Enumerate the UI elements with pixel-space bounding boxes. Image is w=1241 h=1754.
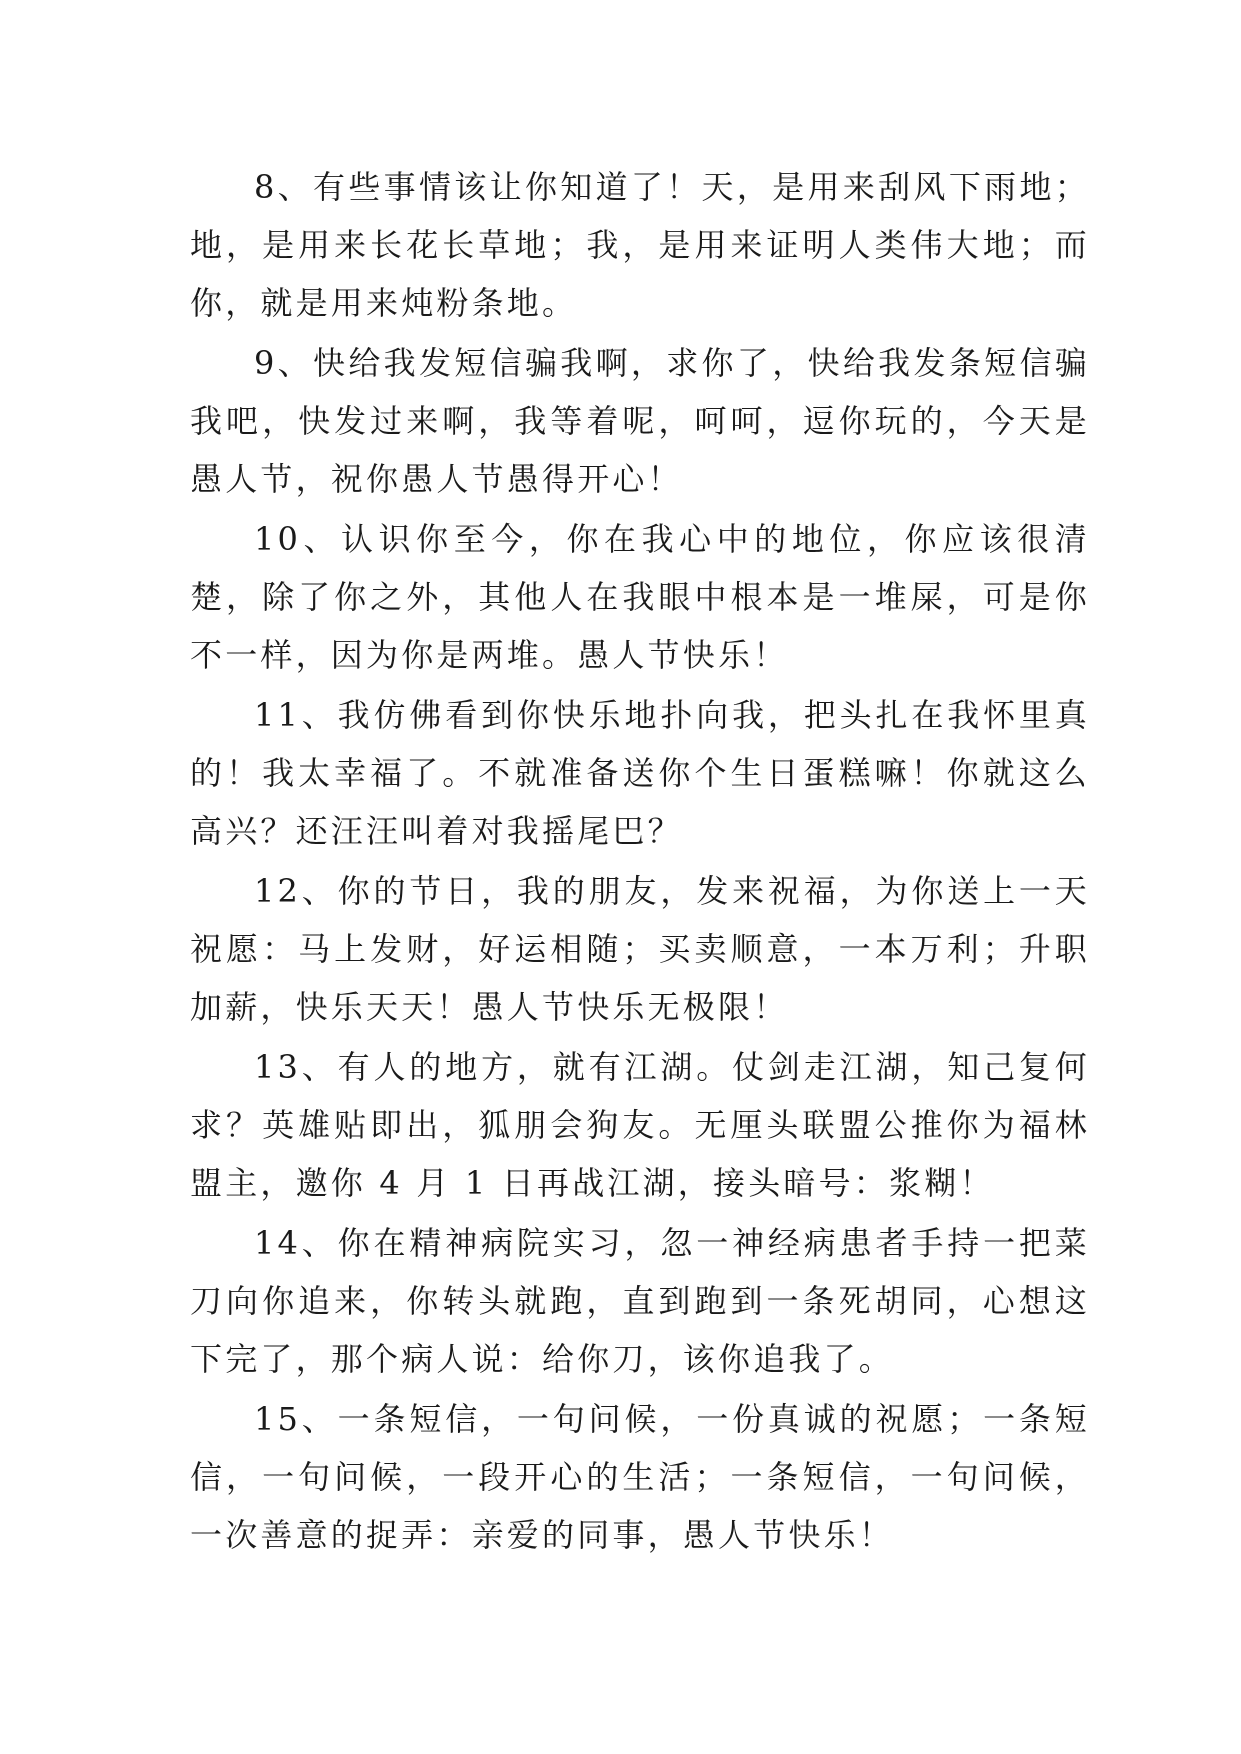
paragraph-11: 11、我仿佛看到你快乐地扑向我，把头扎在我怀里真的！我太幸福了。不就准备送你个生日蛋糕嘛！你就这么高兴？还汪汪叫着对我摇尾巴？	[190, 696, 1090, 850]
paragraph-9: 9、快给我发短信骗我啊，求你了，快给我发条短信骗我吧，快发过来啊，我等着呢，呵呵，逗你玩的，今天是愚人节，祝你愚人节愚得开心！	[190, 344, 1090, 498]
paragraph-13: 13、有人的地方，就有江湖。仗剑走江湖，知己复何求？英雄贴即出，狐朋会狗友。无厘头联盟公推你为福林盟主，邀你 4 月 1 日再战江湖，接头暗号：浆糊！	[190, 1048, 1090, 1202]
paragraph-15: 15、一条短信，一句问候，一份真诚的祝愿；一条短信，一句问候，一段开心的生活；一条短信，一句问候，一次善意的捉弄：亲爱的同事，愚人节快乐！	[190, 1400, 1090, 1554]
paragraph-12: 12、你的节日，我的朋友，发来祝福，为你送上一天祝愿：马上发财，好运相随；买卖顺意，一本万利；升职加薪，快乐天天！愚人节快乐无极限！	[190, 872, 1090, 1026]
paragraph-10: 10、认识你至今，你在我心中的地位，你应该很清楚，除了你之外，其他人在我眼中根本是一堆屎，可是你不一样，因为你是两堆。愚人节快乐！	[190, 520, 1090, 674]
document-body	[190, 158, 1090, 1564]
paragraph-8: 8、有些事情该让你知道了！天，是用来刮风下雨地；地，是用来长花长草地；我，是用来证明人类伟大地；而你，就是用来炖粉条地。	[190, 168, 1090, 322]
paragraph-14: 14、你在精神病院实习，忽一神经病患者手持一把菜刀向你追来，你转头就跑，直到跑到一条死胡同，心想这下完了，那个病人说：给你刀，该你追我了。	[190, 1224, 1090, 1378]
